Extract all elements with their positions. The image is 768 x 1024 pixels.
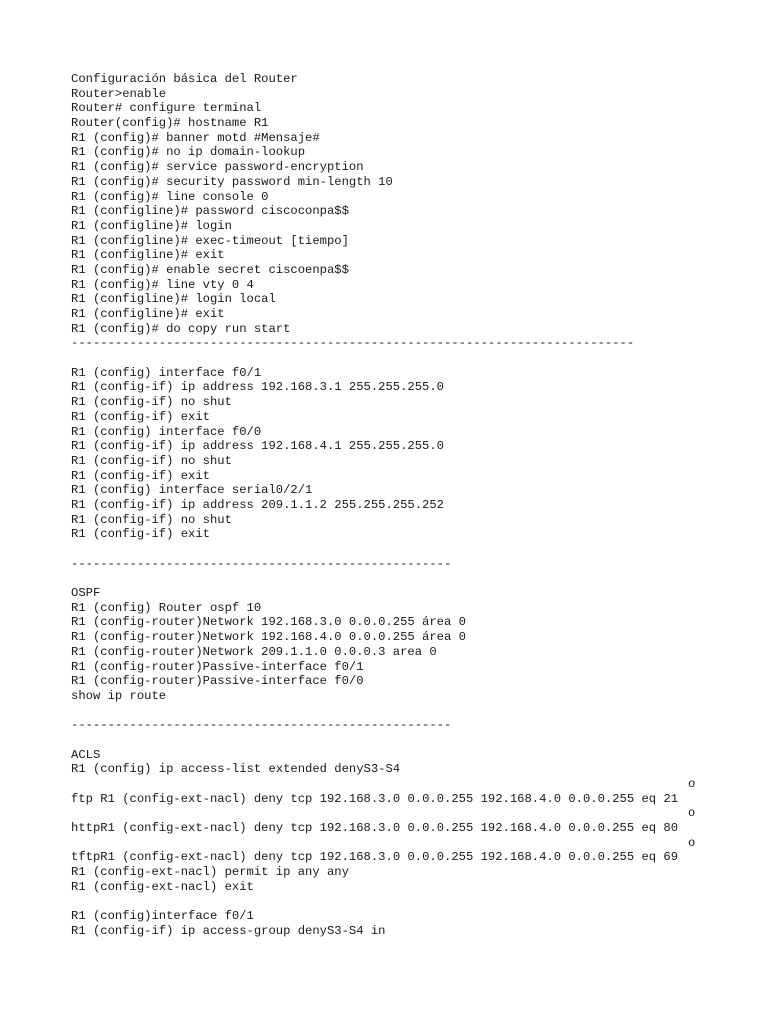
interface-line-7: R1 (config-if) no shut — [71, 453, 232, 468]
acl-exit-line: R1 (config-ext-nacl) exit — [71, 879, 254, 894]
basic-line-9: R1 (configline)# password ciscoconpa$$ — [71, 204, 349, 219]
acl-deny-3-text: R1 (config-ext-nacl) deny tcp 192.168.3.0 0.0.0.255 192.168.4.0 0.0.0.255 eq 69 — [100, 850, 679, 865]
blank-line — [71, 351, 711, 366]
interface-line-5: R1 (config) interface f0/0 — [71, 424, 262, 439]
interface-line-6: R1 (config-if) ip address 192.168.4.1 255.255.255.0 — [71, 439, 444, 454]
document-page — [71, 72, 711, 939]
ospf-line-1: R1 (config) Router ospf 10 — [71, 600, 262, 615]
acl-apply-group: R1 (config-if) ip access-group denyS3-S4 in — [71, 923, 386, 938]
section-divider: ----------------------------------------------------------------------------- — [71, 336, 635, 351]
ospf-line-2: R1 (config-router)Network 192.168.3.0 0.0.0.255 área 0 — [71, 615, 466, 630]
acl-deny-1-continuation: ftp — [71, 791, 93, 806]
interface-line-9: R1 (config) interface serial0/2/1 — [71, 483, 313, 498]
acl-deny-1-text: R1 (config-ext-nacl) deny tcp 192.168.3.0 0.0.0.255 192.168.4.0 0.0.0.255 eq 21 — [100, 791, 679, 806]
basic-line-4: R1 (config)# banner motd #Mensaje# — [71, 130, 320, 145]
acl-deny-3-option: o — [688, 835, 696, 850]
basic-line-14: R1 (config)# line vty 0 4 — [71, 277, 254, 292]
interface-line-1: R1 (config) interface f0/1 — [71, 365, 262, 380]
basic-line-3: Router(config)# hostname R1 — [71, 116, 269, 131]
basic-line-8: R1 (config)# line console 0 — [71, 189, 269, 204]
interface-line-12: R1 (config-if) exit — [71, 527, 210, 542]
ospf-line-6: R1 (config-router)Passive-interface f0/0 — [71, 674, 364, 689]
blank-line — [71, 571, 711, 586]
section-divider: ---------------------------------------------------- — [71, 556, 452, 571]
basic-line-13: R1 (config)# enable secret ciscoenpa$$ — [71, 262, 349, 277]
acl-deny-3-continuation: tftp — [71, 850, 101, 865]
acl-deny-2-continuation: http — [71, 821, 101, 836]
acl-deny-2-option: o — [688, 806, 696, 821]
acl-line-1: R1 (config) ip access-list extended denyS3-S4 — [71, 762, 401, 777]
interface-line-3: R1 (config-if) no shut — [71, 395, 232, 410]
acls-title: ACLS — [71, 747, 101, 762]
basic-line-7: R1 (config)# security password min-length 10 — [71, 174, 393, 189]
basic-line-6: R1 (config)# service password-encryption — [71, 160, 364, 175]
interface-line-8: R1 (config-if) exit — [71, 468, 210, 483]
ospf-title: OSPF — [71, 586, 101, 601]
ospf-line-5: R1 (config-router)Passive-interface f0/1 — [71, 659, 364, 674]
basic-line-1: Router>enable — [71, 86, 167, 101]
blank-line — [71, 542, 711, 557]
basic-line-2: Router# configure terminal — [71, 101, 262, 116]
section-divider: ---------------------------------------------------- — [71, 718, 452, 733]
basic-line-11: R1 (configline)# exec-timeout [tiempo] — [71, 233, 349, 248]
interface-line-11: R1 (config-if) no shut — [71, 512, 232, 527]
interface-line-2: R1 (config-if) ip address 192.168.3.1 255.255.255.0 — [71, 380, 444, 395]
blank-line — [71, 733, 711, 748]
basic-line-17: R1 (config)# do copy run start — [71, 321, 291, 336]
blank-line — [71, 704, 711, 719]
basic-line-15: R1 (configline)# login local — [71, 292, 276, 307]
acl-permit-line: R1 (config-ext-nacl) permit ip any any — [71, 865, 349, 880]
ospf-line-3: R1 (config-router)Network 192.168.4.0 0.0.0.255 área 0 — [71, 630, 466, 645]
basic-line-16: R1 (configline)# exit — [71, 307, 225, 321]
ospf-line-7: show ip route — [71, 688, 167, 703]
basic-line-10: R1 (configline)# login — [71, 218, 232, 233]
interface-line-10: R1 (config-if) ip address 209.1.1.2 255.255.255.252 — [71, 497, 444, 512]
acl-deny-1-option: o — [688, 777, 696, 791]
blank-line — [71, 895, 711, 910]
interface-line-4: R1 (config-if) exit — [71, 409, 210, 424]
ospf-line-4: R1 (config-router)Network 209.1.1.0 0.0.0.3 area 0 — [71, 644, 437, 659]
basic-line-5: R1 (config)# no ip domain-lookup — [71, 145, 306, 160]
basic-config-title: Configuración básica del Router — [71, 72, 298, 86]
acl-apply-interface: R1 (config)interface f0/1 — [71, 909, 254, 924]
basic-line-12: R1 (configline)# exit — [71, 248, 225, 263]
acl-deny-2-text: R1 (config-ext-nacl) deny tcp 192.168.3.0 0.0.0.255 192.168.4.0 0.0.0.255 eq 80 — [100, 821, 679, 836]
